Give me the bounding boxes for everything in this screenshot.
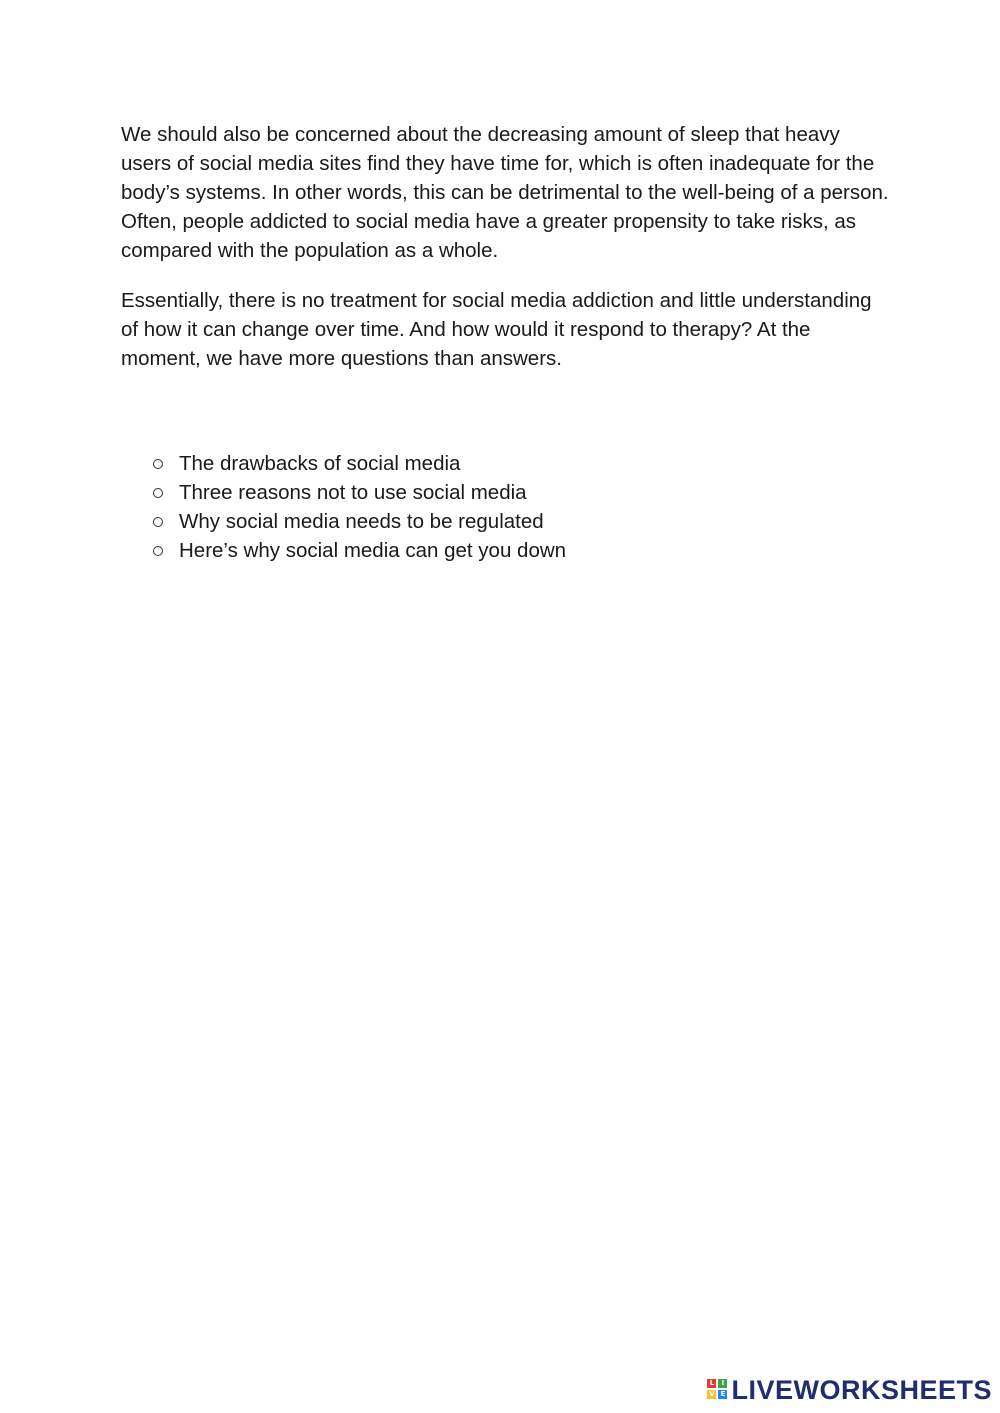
liveworksheets-brand[interactable] xyxy=(707,1375,992,1405)
option-label: Here’s why social media can get you down xyxy=(179,538,567,562)
radio-circle-icon[interactable] xyxy=(153,546,163,556)
logo-tile: I xyxy=(718,1379,727,1388)
radio-circle-icon[interactable] xyxy=(153,488,163,498)
radio-circle-icon[interactable] xyxy=(153,517,163,527)
option-label: Why social media needs to be regulated xyxy=(179,509,544,533)
liveworksheets-logo-icon xyxy=(707,1379,727,1399)
option-label: The drawbacks of social media xyxy=(179,451,461,475)
option-label: Three reasons not to use social media xyxy=(179,480,527,504)
option-get-you-down[interactable] xyxy=(150,536,566,565)
brand-wordmark: LIVEWORKSHEETS xyxy=(731,1374,992,1405)
option-regulated[interactable] xyxy=(150,507,566,536)
option-three-reasons[interactable] xyxy=(150,478,566,507)
radio-circle-icon[interactable] xyxy=(153,459,163,469)
paragraph-sleep-concerns: We should also be concerned about the decreasing amount of sleep that heavy users of social media sites find they have time for, which is often inadequate for the body’s systems. In other words, this can be detrimental to the well-being of a person. Often, people addicted to social media have a greater propensity to take risks, as compared with the population as a whole. xyxy=(121,123,889,262)
logo-tile: L xyxy=(707,1379,716,1388)
title-options-list xyxy=(150,449,566,565)
option-drawbacks[interactable] xyxy=(150,449,566,478)
paragraph-no-treatment: Essentially, there is no treatment for social media addiction and little understanding of how it can change over time. And how would it respond to therapy? At the moment, we have more questions than answers. xyxy=(121,289,872,370)
logo-tile: E xyxy=(718,1390,727,1399)
logo-tile: V xyxy=(709,1390,715,1398)
